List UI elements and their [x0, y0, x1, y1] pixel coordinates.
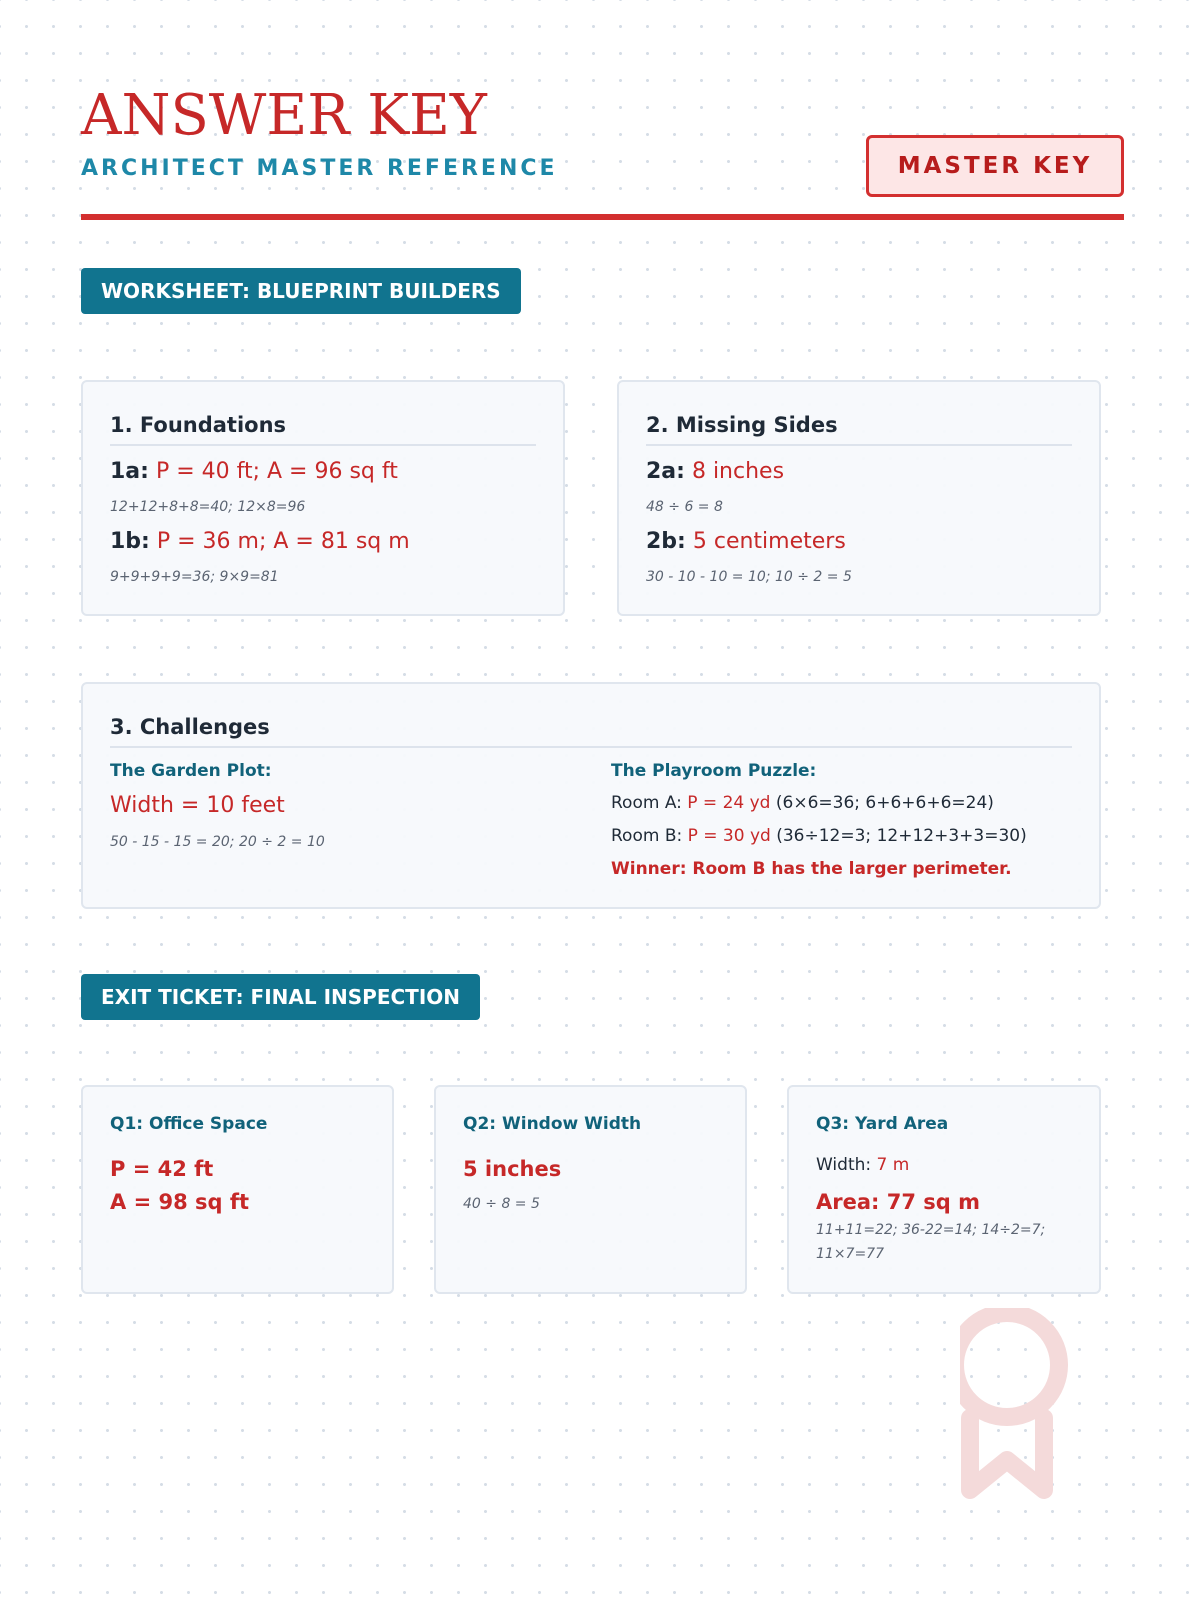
room-b-answer: P = 30 yd [687, 826, 771, 846]
q3-work-line1: 11+11=22; 36-22=14; 14÷2=7; [816, 1222, 1046, 1238]
q3-width-value: 7 m [876, 1155, 910, 1175]
garden-plot-heading: The Garden Plot: [110, 761, 272, 781]
page-subtitle: ARCHITECT MASTER REFERENCE [81, 156, 558, 181]
answer-1b [110, 527, 410, 557]
q3-area: Area: 77 sq m [816, 1190, 980, 1214]
work-1a: 12+12+8+8=40; 12×8=96 [110, 499, 306, 515]
work-2b: 30 - 10 - 10 = 10; 10 ÷ 2 = 5 [646, 569, 852, 585]
answer-1a [110, 457, 398, 487]
header [81, 82, 1124, 222]
answer-label: 2a: [646, 459, 685, 484]
room-b-work: (36÷12=3; 12+12+3+3=30) [776, 826, 1027, 846]
q2-card [434, 1085, 747, 1294]
q3-work-line2: 11×7=77 [816, 1246, 884, 1262]
room-a-line [611, 791, 994, 815]
work-1b: 9+9+9+9=36; 9×9=81 [110, 569, 279, 585]
playroom-puzzle-heading: The Playroom Puzzle: [611, 761, 817, 781]
card-title: 1. Foundations [110, 412, 536, 446]
room-b-label: Room B: [611, 826, 683, 846]
q1-area: A = 98 sq ft [110, 1190, 250, 1214]
master-key-badge: MASTER KEY [866, 135, 1124, 197]
q3-card [787, 1085, 1101, 1294]
room-a-work: (6×6=36; 6+6+6+6=24) [775, 793, 994, 813]
room-a-answer: P = 24 yd [687, 793, 771, 813]
worksheet-section-tag: WORKSHEET: BLUEPRINT BUILDERS [81, 268, 521, 314]
answer-value: P = 40 ft; A = 96 sq ft [155, 459, 398, 484]
missing-sides-card [617, 380, 1101, 616]
answer-value: 5 centimeters [692, 529, 846, 554]
q3-width-line [816, 1153, 909, 1177]
q3-title: Q3: Yard Area [816, 1114, 949, 1134]
answer-label: 2b: [646, 529, 686, 554]
answer-value: P = 36 m; A = 81 sq m [156, 529, 410, 554]
garden-plot-answer: Width = 10 feet [110, 793, 285, 818]
card-title: 2. Missing Sides [646, 412, 1072, 446]
page-title: ANSWER KEY [81, 83, 487, 148]
garden-plot-work: 50 - 15 - 15 = 20; 20 ÷ 2 = 10 [110, 834, 325, 850]
card-title: 3. Challenges [110, 714, 1072, 748]
header-divider [81, 214, 1124, 220]
q1-title: Q1: Office Space [110, 1114, 268, 1134]
challenges-card [81, 682, 1101, 909]
answer-2a [646, 457, 784, 487]
foundations-card [81, 380, 565, 616]
playroom-winner: Winner: Room B has the larger perimeter. [611, 859, 1012, 879]
q2-work: 40 ÷ 8 = 5 [463, 1196, 540, 1212]
exit-ticket-section-tag: EXIT TICKET: FINAL INSPECTION [81, 974, 480, 1020]
answer-value: 8 inches [691, 459, 785, 484]
q3-width-label: Width: [816, 1155, 872, 1175]
q2-answer: 5 inches [463, 1157, 562, 1181]
q1-card [81, 1085, 394, 1294]
work-2a: 48 ÷ 6 = 8 [646, 499, 723, 515]
room-a-label: Room A: [611, 793, 682, 813]
answer-label: 1a: [110, 459, 149, 484]
room-b-line [611, 824, 1027, 848]
answer-label: 1b: [110, 529, 150, 554]
q2-title: Q2: Window Width [463, 1114, 642, 1134]
award-ribbon-icon [960, 1308, 1090, 1508]
answer-2b [646, 527, 846, 557]
q1-perimeter: P = 42 ft [110, 1157, 214, 1181]
